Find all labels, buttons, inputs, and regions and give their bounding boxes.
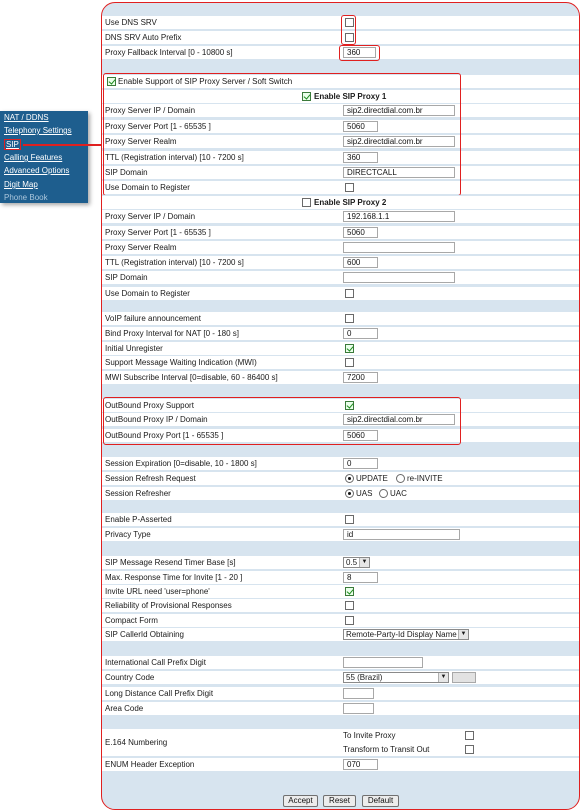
compact-form-checkbox[interactable] — [345, 616, 354, 625]
callerid-value: Remote-Party-Id Display Name — [346, 630, 457, 639]
resend-timer-label: SIP Message Resend Timer Base [s] — [105, 558, 236, 567]
row-outbound-port — [102, 428, 579, 442]
session-refresher-label: Session Refresher — [105, 489, 171, 498]
voip-failure-checkbox[interactable] — [345, 314, 354, 323]
row-session-refresher — [102, 486, 579, 500]
use-dns-srv-checkbox[interactable] — [345, 18, 354, 27]
proxy1-domain-input[interactable]: DIRECTCALL — [343, 167, 455, 178]
p-asserted-label: Enable P-Asserted — [105, 515, 172, 524]
dns-srv-auto-prefix-label: DNS SRV Auto Prefix — [105, 33, 182, 42]
country-code-value: 55 (Brazil) — [346, 673, 383, 682]
mwi-support-label: Support Message Waiting Indication (MWI) — [105, 358, 257, 367]
proxy1-server-label: Proxy Server IP / Domain — [105, 106, 196, 115]
enable-proxy2-checkbox[interactable] — [302, 198, 311, 207]
privacy-type-input[interactable]: id — [343, 529, 460, 540]
nav-item-calling-features[interactable]: Calling Features — [4, 153, 63, 162]
row-compact-form — [102, 613, 579, 627]
row-proxy2-use-domain — [102, 286, 579, 300]
refresher-uac-radio[interactable] — [379, 489, 388, 498]
long-distance-input[interactable] — [343, 688, 374, 699]
nav-item-telephony-settings[interactable]: Telephony Settings — [4, 126, 72, 135]
row-reliability — [102, 598, 579, 612]
enable-support-checkbox[interactable] — [107, 77, 116, 86]
proxy2-use-domain-label: Use Domain to Register — [105, 289, 190, 298]
row-dns-srv-auto-prefix — [102, 30, 579, 44]
row-use-dns-srv — [102, 15, 579, 29]
bind-proxy-input[interactable]: 0 — [343, 328, 378, 339]
row-resend-timer — [102, 555, 579, 569]
row-area-code — [102, 701, 579, 715]
nav-item-digit-map[interactable]: Digit Map — [4, 180, 38, 189]
voip-failure-label: VoIP failure announcement — [105, 314, 201, 323]
default-button[interactable]: Default — [362, 795, 399, 807]
row-enum-header — [102, 757, 579, 771]
refresh-update-label: UPDATE — [356, 474, 388, 483]
chevron-down-icon: ▼ — [438, 673, 448, 682]
e164-label: E.164 Numbering — [105, 738, 168, 747]
row-proxy1-use-domain — [102, 180, 579, 194]
proxy1-port-label: Proxy Server Port [1 - 65535 ] — [105, 122, 211, 131]
proxy1-title: Enable SIP Proxy 1 — [314, 92, 387, 101]
dns-srv-auto-prefix-checkbox[interactable] — [345, 33, 354, 42]
side-nav — [0, 111, 88, 203]
transform-transit-checkbox[interactable] — [465, 745, 474, 754]
proxy2-domain-label: SIP Domain — [105, 273, 148, 282]
enum-header-label: ENUM Header Exception — [105, 760, 195, 769]
proxy2-ttl-input[interactable]: 600 — [343, 257, 378, 268]
row-invite-url — [102, 584, 579, 598]
enable-proxy1-checkbox[interactable] — [302, 92, 311, 101]
outbound-port-label: OutBound Proxy Port [1 - 65535 ] — [105, 431, 224, 440]
refresher-uas-label: UAS — [356, 489, 373, 498]
refresh-reinvite-radio[interactable] — [396, 474, 405, 483]
row-privacy-type — [102, 527, 579, 541]
row-proxy2-domain — [102, 270, 579, 284]
highlight-connector — [23, 144, 103, 146]
transform-transit-label: Transform to Transit Out — [343, 745, 430, 754]
nav-item-nat-ddns[interactable]: NAT / DDNS — [4, 113, 49, 122]
row-max-response — [102, 570, 579, 584]
proxy1-use-domain-label: Use Domain to Register — [105, 183, 190, 192]
sip-settings-panel — [101, 2, 580, 810]
initial-unregister-label: Initial Unregister — [105, 344, 163, 353]
row-initial-unregister — [102, 341, 579, 355]
refresher-uac-label: UAC — [390, 489, 407, 498]
enable-support-label: Enable Support of SIP Proxy Server / Soft Switch — [118, 77, 293, 86]
outbound-server-input[interactable]: sip2.directdial.com.br — [343, 414, 455, 425]
enum-header-input[interactable]: 070 — [343, 759, 378, 770]
area-code-label: Area Code — [105, 704, 144, 713]
long-distance-label: Long Distance Call Prefix Digit — [105, 689, 214, 698]
callerid-label: SIP CallerId Obtaining — [105, 630, 185, 639]
row-mwi-interval — [102, 370, 579, 384]
proxy-fallback-input[interactable]: 360 — [343, 47, 376, 58]
outbound-port-input[interactable]: 5060 — [343, 430, 378, 441]
resend-timer-select[interactable] — [343, 557, 370, 568]
row-proxy1-server — [102, 103, 579, 117]
use-dns-srv-label: Use DNS SRV — [105, 18, 157, 27]
proxy2-realm-input[interactable] — [343, 242, 455, 253]
invite-url-label: Invite URL need 'user=phone' — [105, 587, 210, 596]
row-session-expiration — [102, 456, 579, 470]
proxy2-port-label: Proxy Server Port [1 - 65535 ] — [105, 228, 211, 237]
to-invite-proxy-checkbox[interactable] — [465, 731, 474, 740]
country-code-select[interactable] — [343, 672, 449, 683]
p-asserted-checkbox[interactable] — [345, 515, 354, 524]
mwi-interval-label: MWI Subscribe Interval [0=disable, 60 - 86400 s] — [105, 373, 278, 382]
row-long-distance — [102, 686, 579, 700]
reset-button[interactable]: Reset — [323, 795, 356, 807]
proxy2-title: Enable SIP Proxy 2 — [314, 198, 387, 207]
outbound-support-checkbox[interactable] — [345, 401, 354, 410]
row-mwi-support — [102, 355, 579, 369]
proxy2-use-domain-checkbox[interactable] — [345, 289, 354, 298]
proxy1-use-domain-checkbox[interactable] — [345, 183, 354, 192]
row-proxy-fallback — [102, 45, 579, 59]
proxy1-port-input[interactable]: 5060 — [343, 121, 378, 132]
row-intl-prefix — [102, 655, 579, 669]
chevron-down-icon: ▼ — [458, 630, 468, 639]
row-proxy1-title — [102, 89, 579, 103]
row-voip-failure — [102, 311, 579, 325]
row-enable-support — [102, 74, 579, 88]
nav-item-advanced-options[interactable]: Advanced Options — [4, 166, 70, 175]
row-proxy2-ttl — [102, 255, 579, 269]
proxy1-realm-label: Proxy Server Realm — [105, 137, 177, 146]
accept-button[interactable]: Accept — [283, 795, 318, 807]
compact-form-label: Compact Form — [105, 616, 158, 625]
chevron-down-icon: ▼ — [359, 558, 369, 567]
row-callerid — [102, 627, 579, 641]
row-p-asserted — [102, 512, 579, 526]
mwi-interval-input[interactable]: 7200 — [343, 372, 378, 383]
to-invite-proxy-label: To Invite Proxy — [343, 731, 396, 740]
row-bind-proxy — [102, 326, 579, 340]
mwi-support-checkbox[interactable] — [345, 358, 354, 367]
nav-item-phone-book[interactable]: Phone Book — [4, 193, 48, 202]
proxy1-domain-label: SIP Domain — [105, 168, 148, 177]
bind-proxy-label: Bind Proxy Interval for NAT [0 - 180 s] — [105, 329, 239, 338]
refresh-reinvite-label: re-INVITE — [407, 474, 443, 483]
session-expiration-label: Session Expiration [0=disable, 10 - 1800 s] — [105, 459, 257, 468]
country-code-extra-input[interactable] — [452, 672, 476, 683]
row-proxy2-title — [102, 195, 579, 209]
row-proxy1-port — [102, 119, 579, 133]
reliability-label: Reliability of Provisional Responses — [105, 601, 232, 610]
row-proxy1-domain — [102, 165, 579, 179]
proxy1-ttl-label: TTL (Registration interval) [10 - 7200 s] — [105, 153, 244, 162]
row-country-code — [102, 670, 579, 684]
row-proxy2-port — [102, 225, 579, 239]
proxy1-server-input[interactable]: sip2.directdial.com.br — [343, 105, 455, 116]
proxy-fallback-label: Proxy Fallback Interval [0 - 10800 s] — [105, 48, 233, 57]
invite-url-checkbox[interactable] — [345, 587, 354, 596]
max-response-input[interactable]: 8 — [343, 572, 378, 583]
session-expiration-input[interactable]: 0 — [343, 458, 378, 469]
row-outbound-support — [102, 398, 579, 412]
country-code-label: Country Code — [105, 673, 155, 682]
proxy2-realm-label: Proxy Server Realm — [105, 243, 177, 252]
outbound-server-label: OutBound Proxy IP / Domain — [105, 415, 208, 424]
proxy2-port-input[interactable]: 5060 — [343, 227, 378, 238]
initial-unregister-checkbox[interactable] — [345, 344, 354, 353]
intl-prefix-label: International Call Prefix Digit — [105, 658, 206, 667]
refresh-update-radio[interactable] — [345, 474, 354, 483]
refresher-uas-radio[interactable] — [345, 489, 354, 498]
proxy2-server-input[interactable]: 192.168.1.1 — [343, 211, 455, 222]
refresh-request-label: Session Refresh Request — [105, 474, 196, 483]
proxy2-ttl-label: TTL (Registration interval) [10 - 7200 s] — [105, 258, 244, 267]
row-proxy1-ttl — [102, 150, 579, 164]
row-refresh-request — [102, 471, 579, 485]
outbound-support-label: OutBound Proxy Support — [105, 401, 194, 410]
proxy1-realm-input[interactable]: sip2.directdial.com.br — [343, 136, 455, 147]
area-code-input[interactable] — [343, 703, 374, 714]
reliability-checkbox[interactable] — [345, 601, 354, 610]
row-outbound-server — [102, 412, 579, 426]
proxy2-domain-input[interactable] — [343, 272, 455, 283]
nav-item-sip[interactable]: SIP — [6, 140, 19, 149]
proxy2-server-label: Proxy Server IP / Domain — [105, 212, 196, 221]
row-proxy1-realm — [102, 134, 579, 148]
callerid-select[interactable] — [343, 629, 469, 640]
proxy1-ttl-input[interactable]: 360 — [343, 152, 378, 163]
privacy-type-label: Privacy Type — [105, 530, 151, 539]
row-e164 — [102, 728, 579, 756]
max-response-label: Max. Response Time for Invite [1 - 20 ] — [105, 573, 243, 582]
row-proxy2-server — [102, 209, 579, 223]
resend-timer-value: 0.5 — [346, 558, 358, 567]
intl-prefix-input[interactable] — [343, 657, 423, 668]
row-proxy2-realm — [102, 240, 579, 254]
